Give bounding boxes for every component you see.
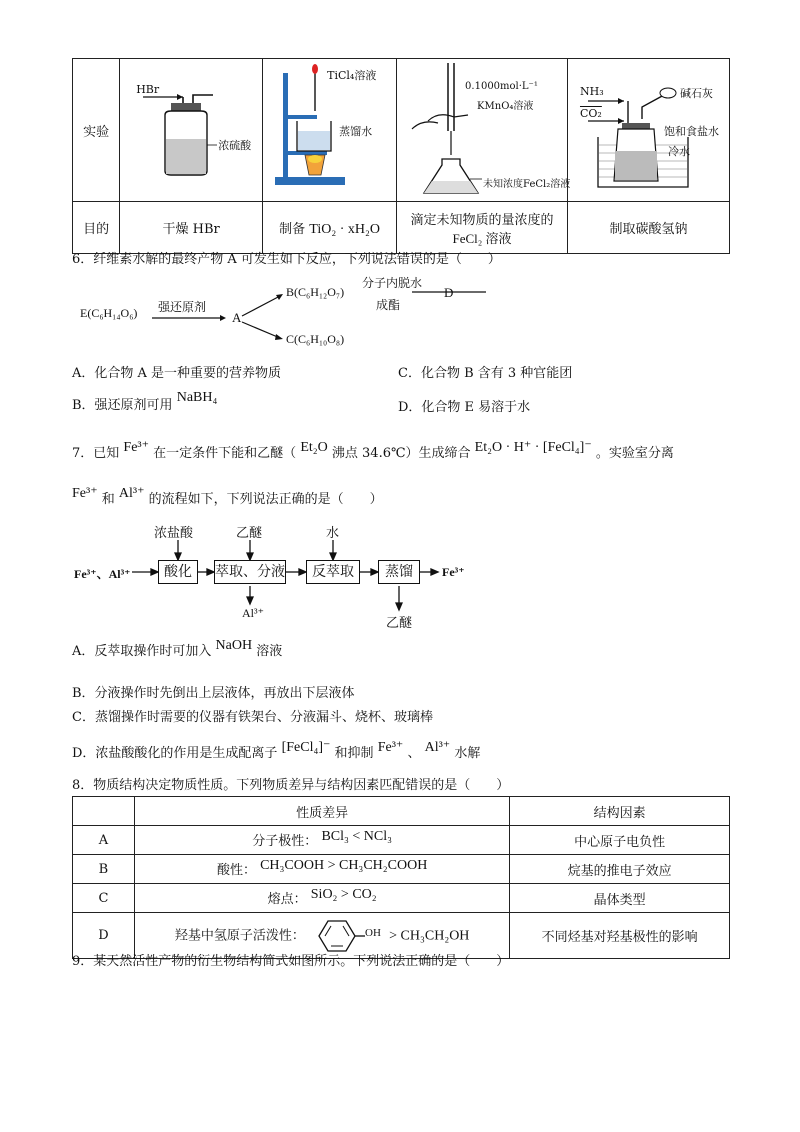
q8-stem: 8．物质结构决定物质性质。下列物质差异与结构因素匹配错误的是（ ） xyxy=(72,778,510,793)
q8-prop-formula: SiO₂ > CO₂ xyxy=(310,887,377,902)
exp2-reagent-label: TiCl₄溶液 xyxy=(327,69,377,82)
exp1-purpose: 干燥 HBr xyxy=(120,202,263,254)
q7-flow-add-hcl: 浓盐酸 xyxy=(154,526,194,541)
exp3-fecl2-label: 未知浓度FeCl₂溶液 xyxy=(483,179,571,190)
q6-compound-c: C(C₆H₁₀O₈) xyxy=(286,332,345,346)
q8-prop-formula: CH₃COOH > CH₃CH₂COOH xyxy=(260,858,428,873)
exp2-purpose-formula: TiO₂ · xH₂O xyxy=(309,221,381,237)
q7-stem-line1 xyxy=(72,442,674,462)
q7-option-d-ion: [FeCl₄]⁻ xyxy=(281,740,331,755)
q7-option-d xyxy=(72,742,480,762)
exp3-purpose-line1: 滴定未知物质的量浓度的 xyxy=(410,212,554,228)
q7-option-a-text: A．反萃取操作时可加入 xyxy=(72,644,212,659)
q8-table xyxy=(72,796,730,959)
q7-flow-input: Fe³⁺、Al³⁺ xyxy=(74,567,131,581)
q7-flow-add-water: 水 xyxy=(326,526,340,541)
q7-flow-box-extract: 萃取、分液 xyxy=(214,560,286,584)
exp3-kmno4-label: KMnO₄溶液 xyxy=(477,101,534,112)
q8-row-factor: 中心原子电负性 xyxy=(510,826,730,855)
q6-option-a: A．化合物 A 是一种重要的营养物质 xyxy=(72,366,282,381)
q8-header-key xyxy=(73,797,135,826)
q8-row-key: A xyxy=(73,826,135,855)
exp3-conc-label: 0.1000mol·L⁻¹ xyxy=(465,81,538,92)
q7-text-b: 在一定条件下能和乙醚（ xyxy=(153,446,297,461)
q7-line2-tail: 的流程如下，下列说法正确的是（ ） xyxy=(148,492,383,507)
q7-option-a xyxy=(72,640,282,660)
q7-flow-box-acidify: 酸化 xyxy=(158,560,198,584)
q8-row-key: C xyxy=(73,884,135,913)
q7-line2-and: 和 xyxy=(101,492,115,507)
q7-line2-al3: Al³⁺ xyxy=(118,486,145,501)
q7-et2o: Et₂O xyxy=(300,440,328,455)
exp2-apparatus xyxy=(263,59,397,202)
q6-option-b-text: B．强还原剂可用 xyxy=(72,398,173,413)
q8-row-property xyxy=(134,855,509,884)
q8-prop-label: 分子极性： xyxy=(252,834,318,849)
q7-option-a-tail: 溶液 xyxy=(256,644,283,659)
q8-row-factor: 不同烃基对羟基极性的影响 xyxy=(510,913,730,959)
q6-compound-b: B(C₆H₁₂O₇) xyxy=(286,285,345,299)
q6-arrow2-top: 分子内脱水 xyxy=(362,276,423,290)
exp4-brine-label: 饱和食盐水 xyxy=(663,125,719,138)
q8-row-key: D xyxy=(73,913,135,959)
q6-arrow1-label: 强还原剂 xyxy=(158,300,207,314)
q7-flow-out-ether: 乙醚 xyxy=(386,616,413,631)
q7-text-d: 。实验室分离 xyxy=(595,446,674,461)
q7-option-a-formula: NaOH xyxy=(215,638,253,653)
q8-prop-label: 羟基中氢原子活泼性： xyxy=(174,928,305,943)
q7-option-d-text: D．浓盐酸酸化的作用是生成配离子 xyxy=(72,746,278,761)
q8-header-property: 性质差异 xyxy=(134,797,509,826)
table-row xyxy=(73,884,730,913)
q7-flow-out-al: Al³⁺ xyxy=(242,606,264,620)
q8-prop-label: 熔点： xyxy=(267,892,307,907)
q6-option-b-formula: NaBH₄ xyxy=(176,390,218,405)
q9-stem: 9．某天然活性产物的衍生物结构简式如图所示。下列说法正确的是（ ） xyxy=(72,954,510,969)
exp2-purpose xyxy=(263,202,397,254)
exp4-nh3-label: NH₃ xyxy=(579,85,604,98)
q7-option-d-tail: 水解 xyxy=(454,746,481,761)
q7-line2-fe3: Fe³⁺ xyxy=(72,486,98,501)
q7-option-d-sep: 、 xyxy=(407,746,421,761)
q8-header-factor: 结构因素 xyxy=(510,797,730,826)
table-row xyxy=(73,855,730,884)
exp4-apparatus xyxy=(567,59,729,202)
q7-option-c: C．蒸馏操作时需要的仪器有铁架台、分液漏斗、烧杯、玻璃棒 xyxy=(72,710,433,725)
q7-option-d-al: Al³⁺ xyxy=(424,740,451,755)
exp1-gas-label: HBr xyxy=(136,83,160,96)
phenol-structure xyxy=(309,917,385,955)
row-label-experiment: 实验 xyxy=(73,59,120,202)
exp2-purpose-prefix: 制备 xyxy=(279,221,306,237)
q8-row-factor: 烷基的推电子效应 xyxy=(510,855,730,884)
q7-fe3-ion: Fe³⁺ xyxy=(123,440,150,455)
exp4-purpose: 制取碳酸氢钠 xyxy=(567,202,729,254)
q7-flowchart xyxy=(72,520,492,630)
q7-flow-add-ether: 乙醚 xyxy=(236,526,263,541)
q6-arrow2-bottom: 成酯 xyxy=(376,298,401,312)
exp1-acid-label: 浓硫酸 xyxy=(218,139,252,152)
q7-option-d-fe: Fe³⁺ xyxy=(377,740,404,755)
q8-prop-formula: BCl₃ < NCl₃ xyxy=(321,829,392,844)
q6-reaction-scheme xyxy=(72,272,492,352)
q7-text-c: 沸点 34.6℃）生成缔合 xyxy=(331,446,471,461)
q7-complex: Et₂O · H⁺ · [FeCl₄]⁻ xyxy=(474,440,592,455)
q7-option-b: B．分液操作时先倒出上层液体，再放出下层液体 xyxy=(72,686,355,701)
exp4-co2-label: CO₂ xyxy=(579,107,602,120)
q6-option-d: D．化合物 E 易溶于水 xyxy=(398,400,531,415)
q8-prop-formula: > CH₃CH₂OH xyxy=(389,928,470,943)
gas-washing-bottle-figure xyxy=(121,59,261,197)
q7-flow-box-back-extract: 反萃取 xyxy=(306,560,360,584)
phenol-oh-label: OH xyxy=(365,926,381,939)
q7-flow-box-distill: 蒸馏 xyxy=(378,560,420,584)
exp2-water-label: 蒸馏水 xyxy=(339,125,373,138)
q8-row-key: B xyxy=(73,855,135,884)
q7-text-a: 7．已知 xyxy=(72,446,120,461)
q8-row-property xyxy=(134,884,509,913)
q7-stem-line2 xyxy=(72,488,383,508)
experiment-table xyxy=(72,58,730,254)
q6-compound-e: E(C₆H₁₄O₆) xyxy=(80,306,138,320)
q6-stem: 6．纤维素水解的最终产物 A 可发生如下反应，下列说法错误的是（ ） xyxy=(72,252,501,267)
q7-flow-product: Fe³⁺ xyxy=(442,565,465,579)
table-row xyxy=(73,826,730,855)
q6-compound-d: D xyxy=(444,285,454,300)
q8-prop-label: 酸性： xyxy=(216,863,256,878)
exp4-cold-label: 冷水 xyxy=(667,145,690,158)
exp3-apparatus xyxy=(397,59,571,202)
exp4-lime-label: 碱石灰 xyxy=(679,87,713,100)
q6-option-b xyxy=(72,390,218,414)
row-label-purpose: 目的 xyxy=(73,202,120,254)
q6-option-c: C．化合物 B 含有 3 种官能团 xyxy=(398,366,573,381)
q7-option-d-mid: 和抑制 xyxy=(334,746,374,761)
q6-compound-a: A xyxy=(232,310,242,325)
exp3-purpose-line2: FeCl₂ 溶液 xyxy=(452,230,512,246)
q8-row-property xyxy=(134,826,509,855)
exp1-apparatus xyxy=(120,59,263,202)
q8-row-factor: 晶体类型 xyxy=(510,884,730,913)
exp3-purpose xyxy=(397,202,568,254)
